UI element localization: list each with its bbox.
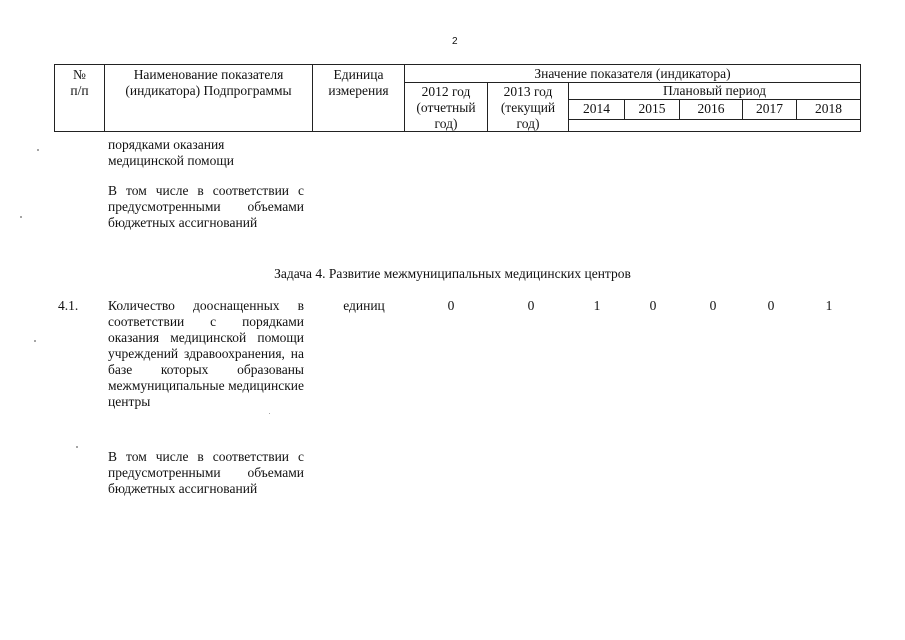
header-2013-sub: (текущий (500, 100, 556, 115)
continuation-line-1: порядками оказания (108, 137, 225, 152)
scan-speck (34, 340, 36, 342)
header-2012-sub-2: год) (434, 116, 458, 131)
scan-speck (20, 216, 22, 218)
header-year-2016: 2016 (697, 101, 725, 116)
header-unit-label-2: измерения (328, 83, 389, 98)
value-2015: 0 (649, 298, 657, 313)
header-year-2018: 2018 (815, 101, 842, 116)
row-subnote: В том числе в соответствии с предусмотренными объемами бюджетных ассигнований (108, 449, 304, 496)
continuation-line-2: медицинской помощи (108, 153, 234, 168)
scan-speck (269, 413, 270, 414)
header-num-label: № (73, 67, 86, 82)
scan-speck (37, 149, 39, 151)
header-year-2017: 2017 (756, 101, 783, 116)
header-2012-label: 2012 год (421, 84, 471, 99)
header-2013-sub-2: год) (516, 116, 540, 131)
continuation-text (108, 137, 304, 169)
row-unit: единиц (343, 298, 385, 313)
header-plan-label: Плановый период (663, 83, 766, 98)
row-number: 4.1. (58, 298, 79, 313)
value-2017: 0 (767, 298, 775, 313)
value-2013: 0 (527, 298, 535, 313)
value-2018: 1 (825, 298, 833, 313)
page-number: 2 (452, 36, 458, 47)
task-4-title: Задача 4. Развитие межмуниципальных медицинских центров (274, 266, 631, 281)
row-indicator-name: Количество дооснащенных в соответствии с порядками оказания медицинской помощи учреждений здравоохранения, на базе которых образованы межмуниципальные медицинские центры (108, 298, 304, 409)
header-year-2014: 2014 (583, 101, 610, 116)
header-year-2015: 2015 (638, 101, 666, 116)
continuation-subnote: В том числе в соответствии с предусмотренными объемами бюджетных ассигнований (108, 183, 304, 230)
scan-speck (76, 446, 78, 448)
header-num-label-2: п/п (70, 83, 89, 98)
header-unit-label: Единица (333, 67, 384, 82)
header-name-label-2: (индикатора) Подпрограммы (125, 83, 292, 98)
header-2012-sub: (отчетный (416, 100, 476, 115)
header-name-label: Наименование показателя (133, 67, 284, 82)
header-value-label: Значение показателя (индикатора) (534, 66, 731, 81)
header-2013-label: 2013 год (503, 84, 553, 99)
value-2014: 1 (593, 298, 601, 313)
value-2012: 0 (447, 298, 455, 313)
value-2016: 0 (709, 298, 717, 313)
